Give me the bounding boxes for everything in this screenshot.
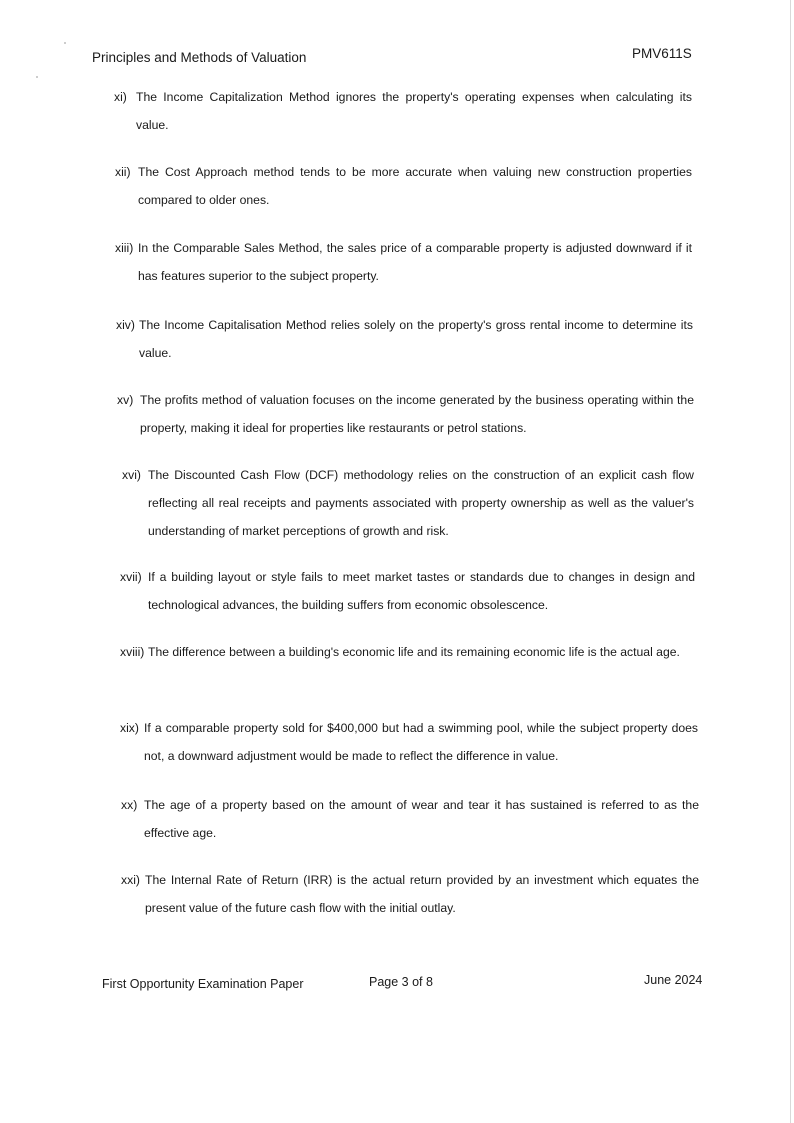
question-number: xvi): [122, 468, 141, 482]
question-statement: The Internal Rate of Return (IRR) is the actual return provided by an investment which equates the present value of the future cash flow with the initial outlay.: [145, 873, 699, 915]
scan-speck: [36, 76, 38, 78]
question-statement: The profits method of valuation focuses on the income generated by the business operating within the property, making it ideal for properties like restaurants or petrol stations.: [140, 393, 694, 435]
question-item: [115, 234, 692, 290]
question-statement: If a building layout or style fails to meet market tastes or standards due to changes in design and technological advances, the building suffers from economic obsolescence.: [148, 570, 695, 612]
question-number: xxi): [121, 873, 140, 887]
footer-date: June 2024: [644, 973, 703, 987]
question-item: [120, 714, 698, 770]
question-item: [116, 311, 693, 367]
footer-exam-label: First Opportunity Examination Paper: [102, 977, 304, 991]
question-item: [115, 158, 692, 214]
question-statement: The age of a property based on the amount of wear and tear it has sustained is referred to as the effective age.: [144, 798, 699, 840]
question-number: xv): [117, 393, 134, 407]
question-number: xix): [120, 721, 139, 735]
question-item: [121, 866, 699, 922]
course-code: PMV611S: [632, 46, 692, 61]
question-item: [122, 461, 694, 545]
course-title: Principles and Methods of Valuation: [92, 50, 307, 65]
scan-speck: [64, 42, 66, 44]
question-statement: The difference between a building's economic life and its remaining economic life is the actual age.: [148, 645, 680, 659]
footer-page-number: Page 3 of 8: [369, 975, 433, 989]
question-statement: The Discounted Cash Flow (DCF) methodology relies on the construction of an explicit cash flow reflecting all real receipts and payments associated with property ownership as well as the valuer's understanding of market perceptions of growth and risk.: [148, 468, 694, 538]
question-number: xvii): [120, 570, 142, 584]
question-number: xii): [115, 165, 131, 179]
question-item: [114, 83, 692, 139]
question-number: xx): [121, 798, 138, 812]
page-edge: [790, 0, 791, 1123]
question-item: [117, 386, 694, 442]
question-number: xiii): [115, 241, 134, 255]
question-statement: If a comparable property sold for $400,000 but had a swimming pool, while the subject property does not, a downward adjustment would be made to reflect the difference in value.: [144, 721, 698, 763]
question-statement: In the Comparable Sales Method, the sales price of a comparable property is adjusted downward if it has features superior to the subject property.: [138, 241, 692, 283]
question-statement: The Cost Approach method tends to be more accurate when valuing new construction properties compared to older ones.: [138, 165, 692, 207]
question-statement: The Income Capitalization Method ignores the property's operating expenses when calculating its value.: [136, 90, 692, 132]
question-number: xviii): [120, 645, 145, 659]
question-number: xi): [114, 90, 127, 104]
question-number: xiv): [116, 318, 135, 332]
question-statement: The Income Capitalisation Method relies solely on the property's gross rental income to determine its value.: [139, 318, 693, 360]
question-item: [120, 638, 696, 666]
question-item: [121, 791, 699, 847]
question-item: [120, 563, 695, 619]
